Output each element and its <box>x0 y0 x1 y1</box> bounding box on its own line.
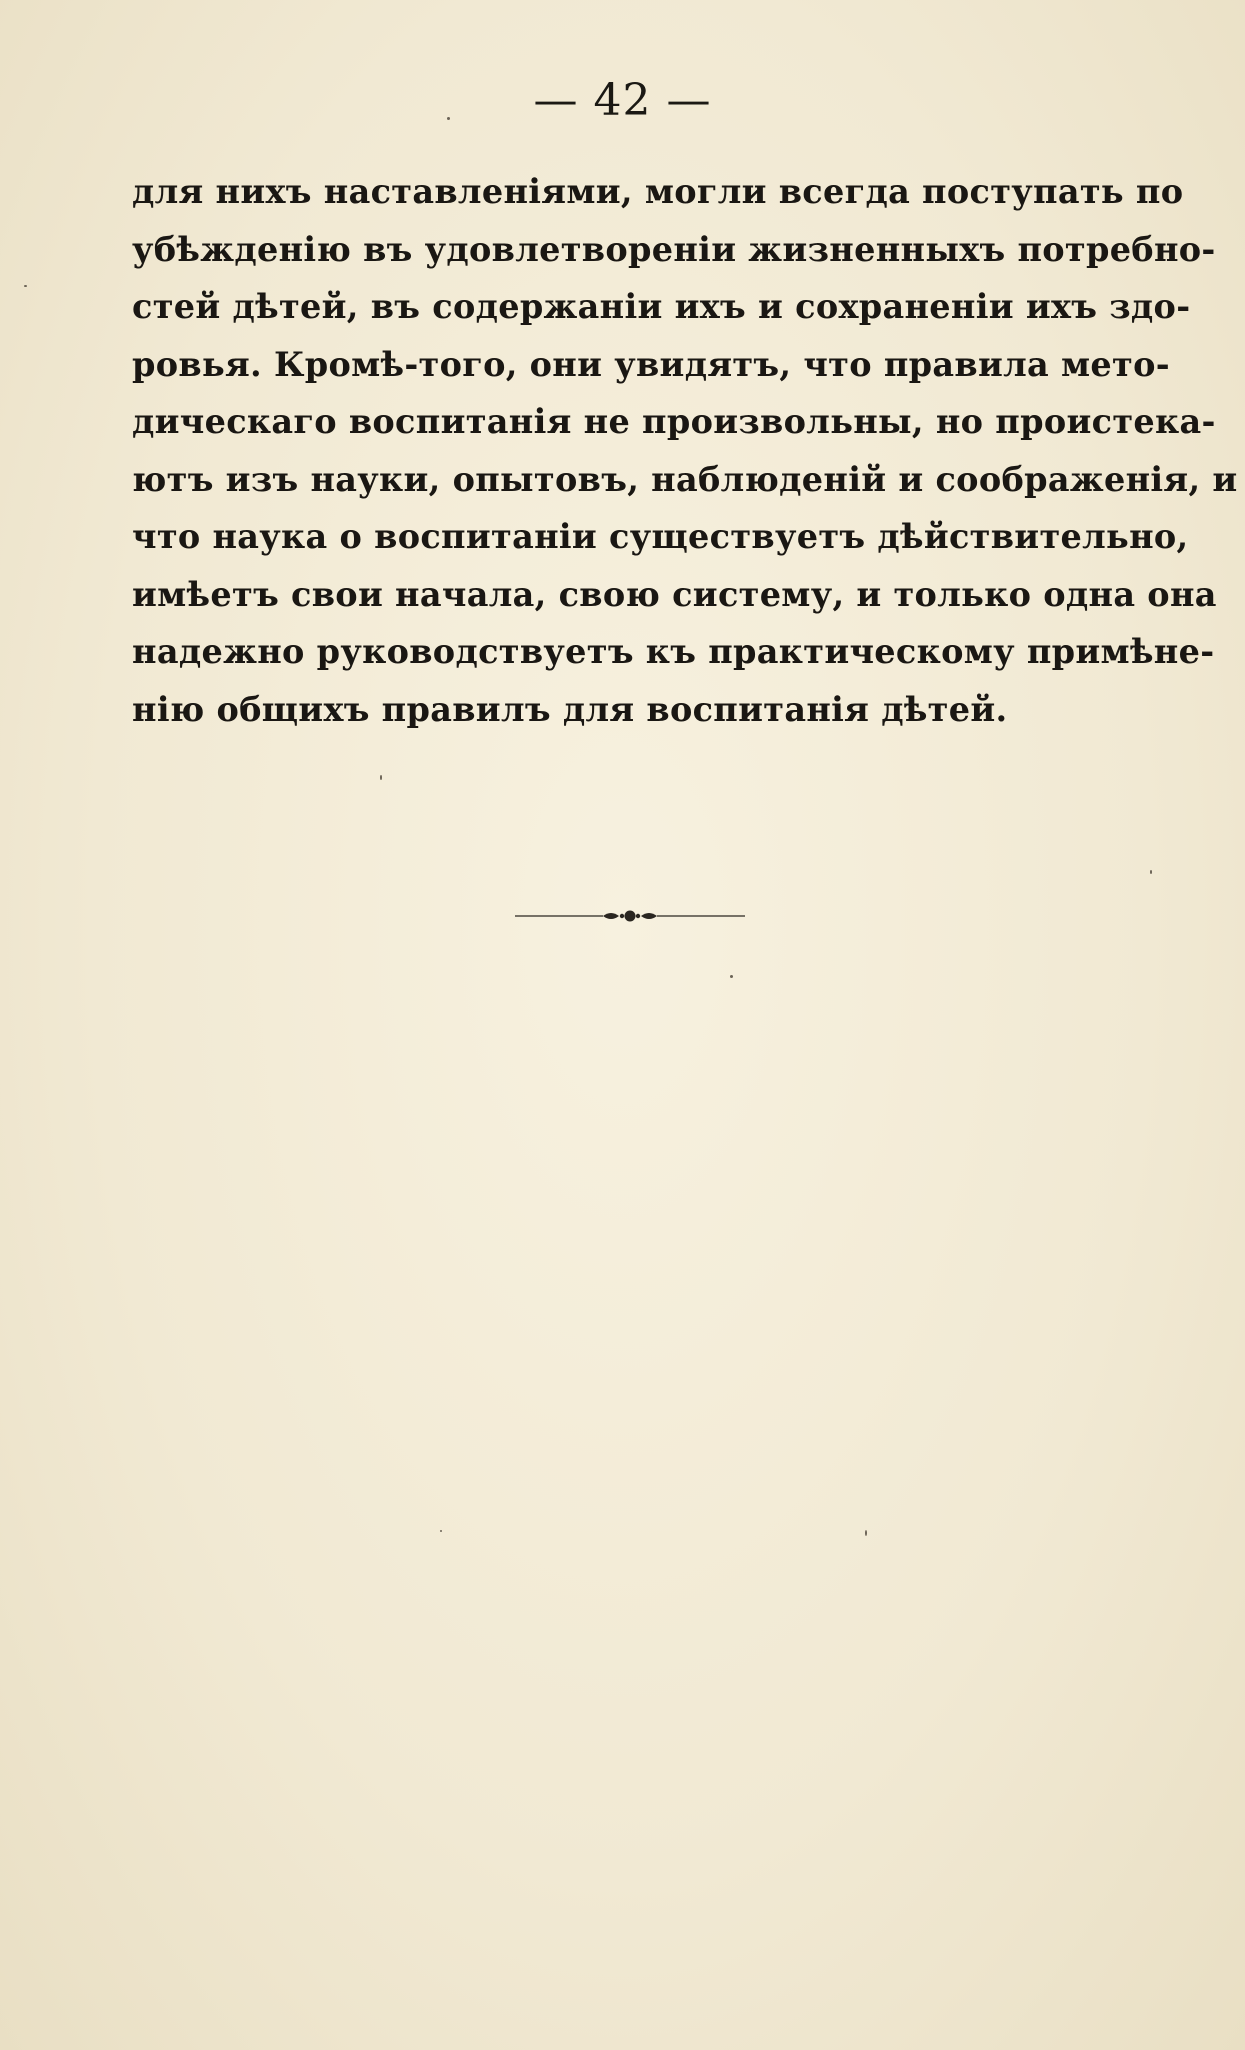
text-line: что наука о воспитаніи существуетъ дѣйствительно, <box>132 517 1189 556</box>
text-line: ровья. Кромѣ-того, они увидятъ, что правила мето- <box>132 344 1170 384</box>
reverse-side-show-through <box>135 630 1125 1830</box>
text-line: нію общихъ правилъ для воспитанія дѣтей. <box>132 689 1008 729</box>
body-text <box>132 163 1238 738</box>
paper-speck <box>730 975 733 978</box>
text-line: убѣжденію въ удовлетвореніи жизненныхъ потребно- <box>132 229 1216 269</box>
paper-speck <box>24 285 27 287</box>
text-line: надежно руководствуетъ къ практическому примѣне- <box>132 632 1215 671</box>
text-line: для нихъ наставленіями, могли всегда поступать по <box>132 172 1184 211</box>
text-line: ютъ изъ науки, опытовъ, наблюденій и соображенія, и <box>132 459 1238 499</box>
decorative-rule-ornament-icon <box>515 905 745 927</box>
text-line: стей дѣтей, въ содержаніи ихъ и сохраненіи ихъ здо- <box>132 287 1191 326</box>
paper-speck <box>440 1530 442 1532</box>
paper-speck <box>1150 870 1152 874</box>
text-line: имѣетъ свои начала, свою систему, и только одна она <box>132 574 1217 614</box>
text-line: дическаго воспитанія не произвольны, но проистека- <box>132 402 1216 441</box>
paper-speck <box>447 117 450 120</box>
paper-speck <box>380 775 382 780</box>
paper-speck <box>865 1530 867 1536</box>
page-number: — 42 — <box>533 75 712 126</box>
